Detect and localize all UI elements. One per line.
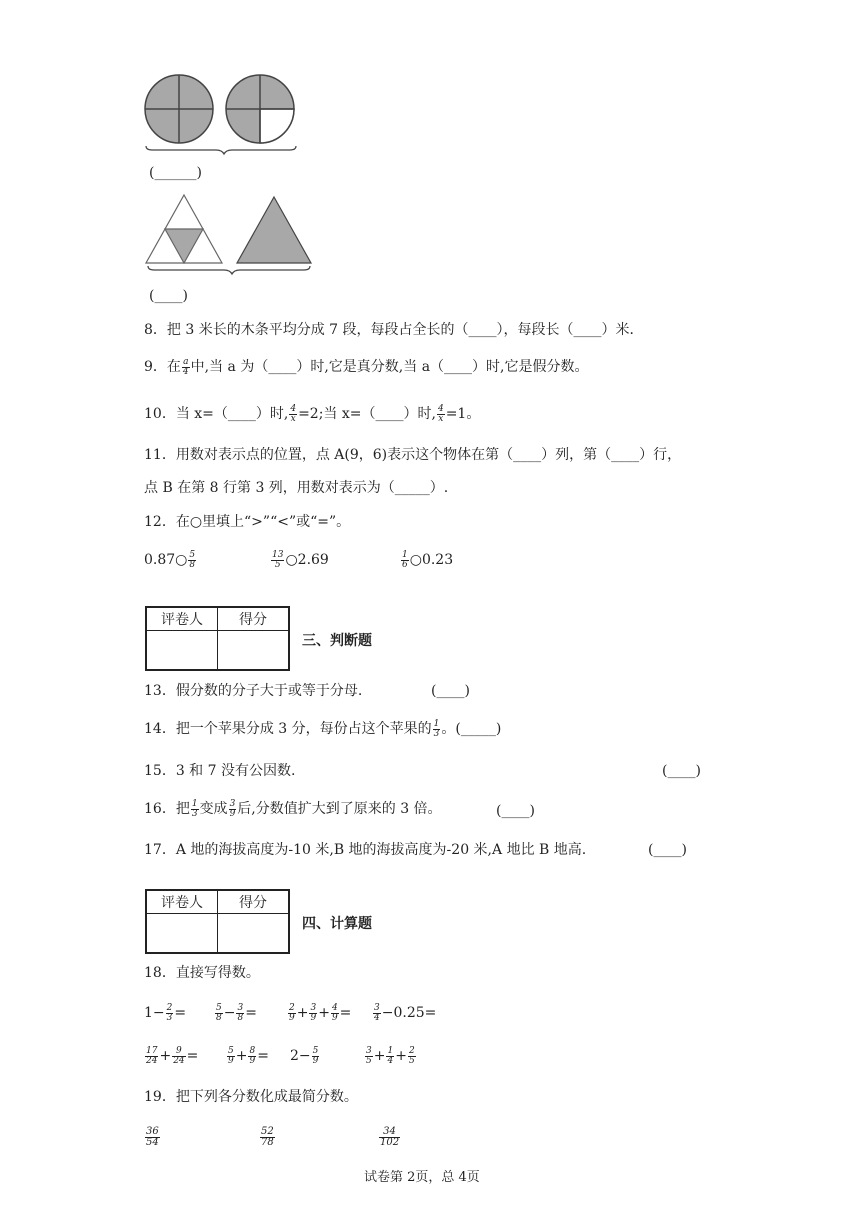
- triangles-answer-blank: (____): [149, 288, 188, 304]
- answer-blank: (____): [496, 803, 535, 819]
- brace-circles: [146, 146, 296, 154]
- fraction-item: $\frac{34}{102}$: [380, 1126, 400, 1148]
- expression: $\frac{2}{9}$ + $\frac{3}{9}$ + $\frac{4}{9}$ =: [289, 1002, 352, 1023]
- answer-blank: (____): [431, 683, 470, 699]
- score-label: 得分: [218, 890, 290, 914]
- expression: 2− $\frac{5}{9}$: [290, 1045, 319, 1066]
- answer-blank: (____): [648, 842, 687, 858]
- question-14: 14．把一个苹果分成 3 分，每份占这个苹果的 $\frac{1}{3}$ 。(_____): [144, 718, 502, 739]
- score-cell[interactable]: [218, 631, 290, 671]
- question-13: 13．假分数的分子大于或等于分母.: [144, 683, 363, 699]
- grader-cell[interactable]: [146, 631, 218, 671]
- grader-label: 评卷人: [146, 607, 218, 631]
- expression: $\frac{3}{5}$ + $\frac{1}{4}$ + $\frac{2}{5}$: [366, 1045, 415, 1066]
- score-cell[interactable]: [218, 914, 290, 954]
- question-11-line-1: 11．用数对表示点的位置，点 A(9，6)表示这个物体在第（____）列，第（____）行，: [144, 447, 682, 463]
- question-15: 15．3 和 7 没有公因数.: [144, 763, 296, 779]
- expression: 1− $\frac{2}{3}$ =: [144, 1002, 187, 1023]
- question-17: 17．A 地的海拔高度为-10 米,B 地的海拔高度为-20 米,A 地比 B 地高.: [144, 842, 587, 858]
- question-9: 9．在 $\frac{a}{4}$ 中,当 a 为（____）时,它是真分数,当 a（____）时,它是假分数。: [144, 356, 589, 377]
- question-10: 10．当 x=（____）时, $\frac{4}{x}$ =2;当 x=（____）时, $\frac{4}{x}$ =1。: [144, 403, 481, 424]
- section-title: 四、计算题: [302, 916, 372, 932]
- page-footer: 试卷第 2页，总 4页: [364, 1170, 480, 1185]
- brace-triangles: [148, 266, 310, 274]
- triangle-full: [237, 197, 311, 263]
- grader-label: 评卷人: [146, 890, 218, 914]
- fraction-item: $\frac{52}{78}$: [261, 1126, 274, 1148]
- expression: $\frac{3}{4}$ −0.25=: [374, 1002, 437, 1023]
- fraction-4-over-x: $\frac{4}{x}$: [437, 403, 444, 424]
- triangles-figure: [140, 192, 320, 276]
- fraction-4-over-x: $\frac{4}{x}$: [290, 403, 297, 424]
- grader-table: [145, 889, 290, 954]
- section-title: 三、判断题: [302, 633, 372, 649]
- circle-three-quarters: [226, 75, 294, 143]
- question-8: 8．把 3 米长的木条平均分成 7 段，每段占全长的（____），每段长（____）米．: [144, 322, 644, 338]
- grader-table: [145, 606, 290, 671]
- question-12: 12．在○里填上“>”“<”或“=”。: [144, 514, 351, 530]
- compare-item-3: $\frac{1}{6}$ ○0.23: [402, 549, 454, 570]
- answer-blank: (____): [662, 763, 701, 779]
- grader-cell[interactable]: [146, 914, 218, 954]
- circle-full: [145, 75, 213, 143]
- circles-figure: [140, 74, 310, 158]
- compare-item-1: 0.87○ $\frac{5}{8}$: [144, 549, 196, 570]
- question-16: 16．把 $\frac{1}{3}$ 变成 $\frac{3}{9}$ 后,分数值扩大到了原来的 3 倍。: [144, 798, 442, 819]
- expression: $\frac{17}{24}$ + $\frac{9}{24}$ =: [146, 1045, 199, 1066]
- fraction-a-over-4: $\frac{a}{4}$: [182, 356, 189, 377]
- question-18: 18．直接写得数。: [144, 965, 260, 981]
- fraction-item: $\frac{36}{54}$: [146, 1126, 159, 1148]
- compare-item-2: $\frac{13}{5}$ ○2.69: [272, 549, 329, 570]
- expression: $\frac{5}{8}$ − $\frac{3}{8}$ =: [216, 1002, 257, 1023]
- question-19: 19．把下列各分数化成最简分数。: [144, 1089, 358, 1105]
- question-11-line-2: 点 B 在第 8 行第 3 列，用数对表示为（_____）.: [144, 480, 449, 496]
- triangle-divided: [146, 195, 222, 263]
- circles-answer-blank: (______): [149, 165, 202, 181]
- expression: $\frac{5}{9}$ + $\frac{8}{9}$ =: [228, 1045, 269, 1066]
- score-label: 得分: [218, 607, 290, 631]
